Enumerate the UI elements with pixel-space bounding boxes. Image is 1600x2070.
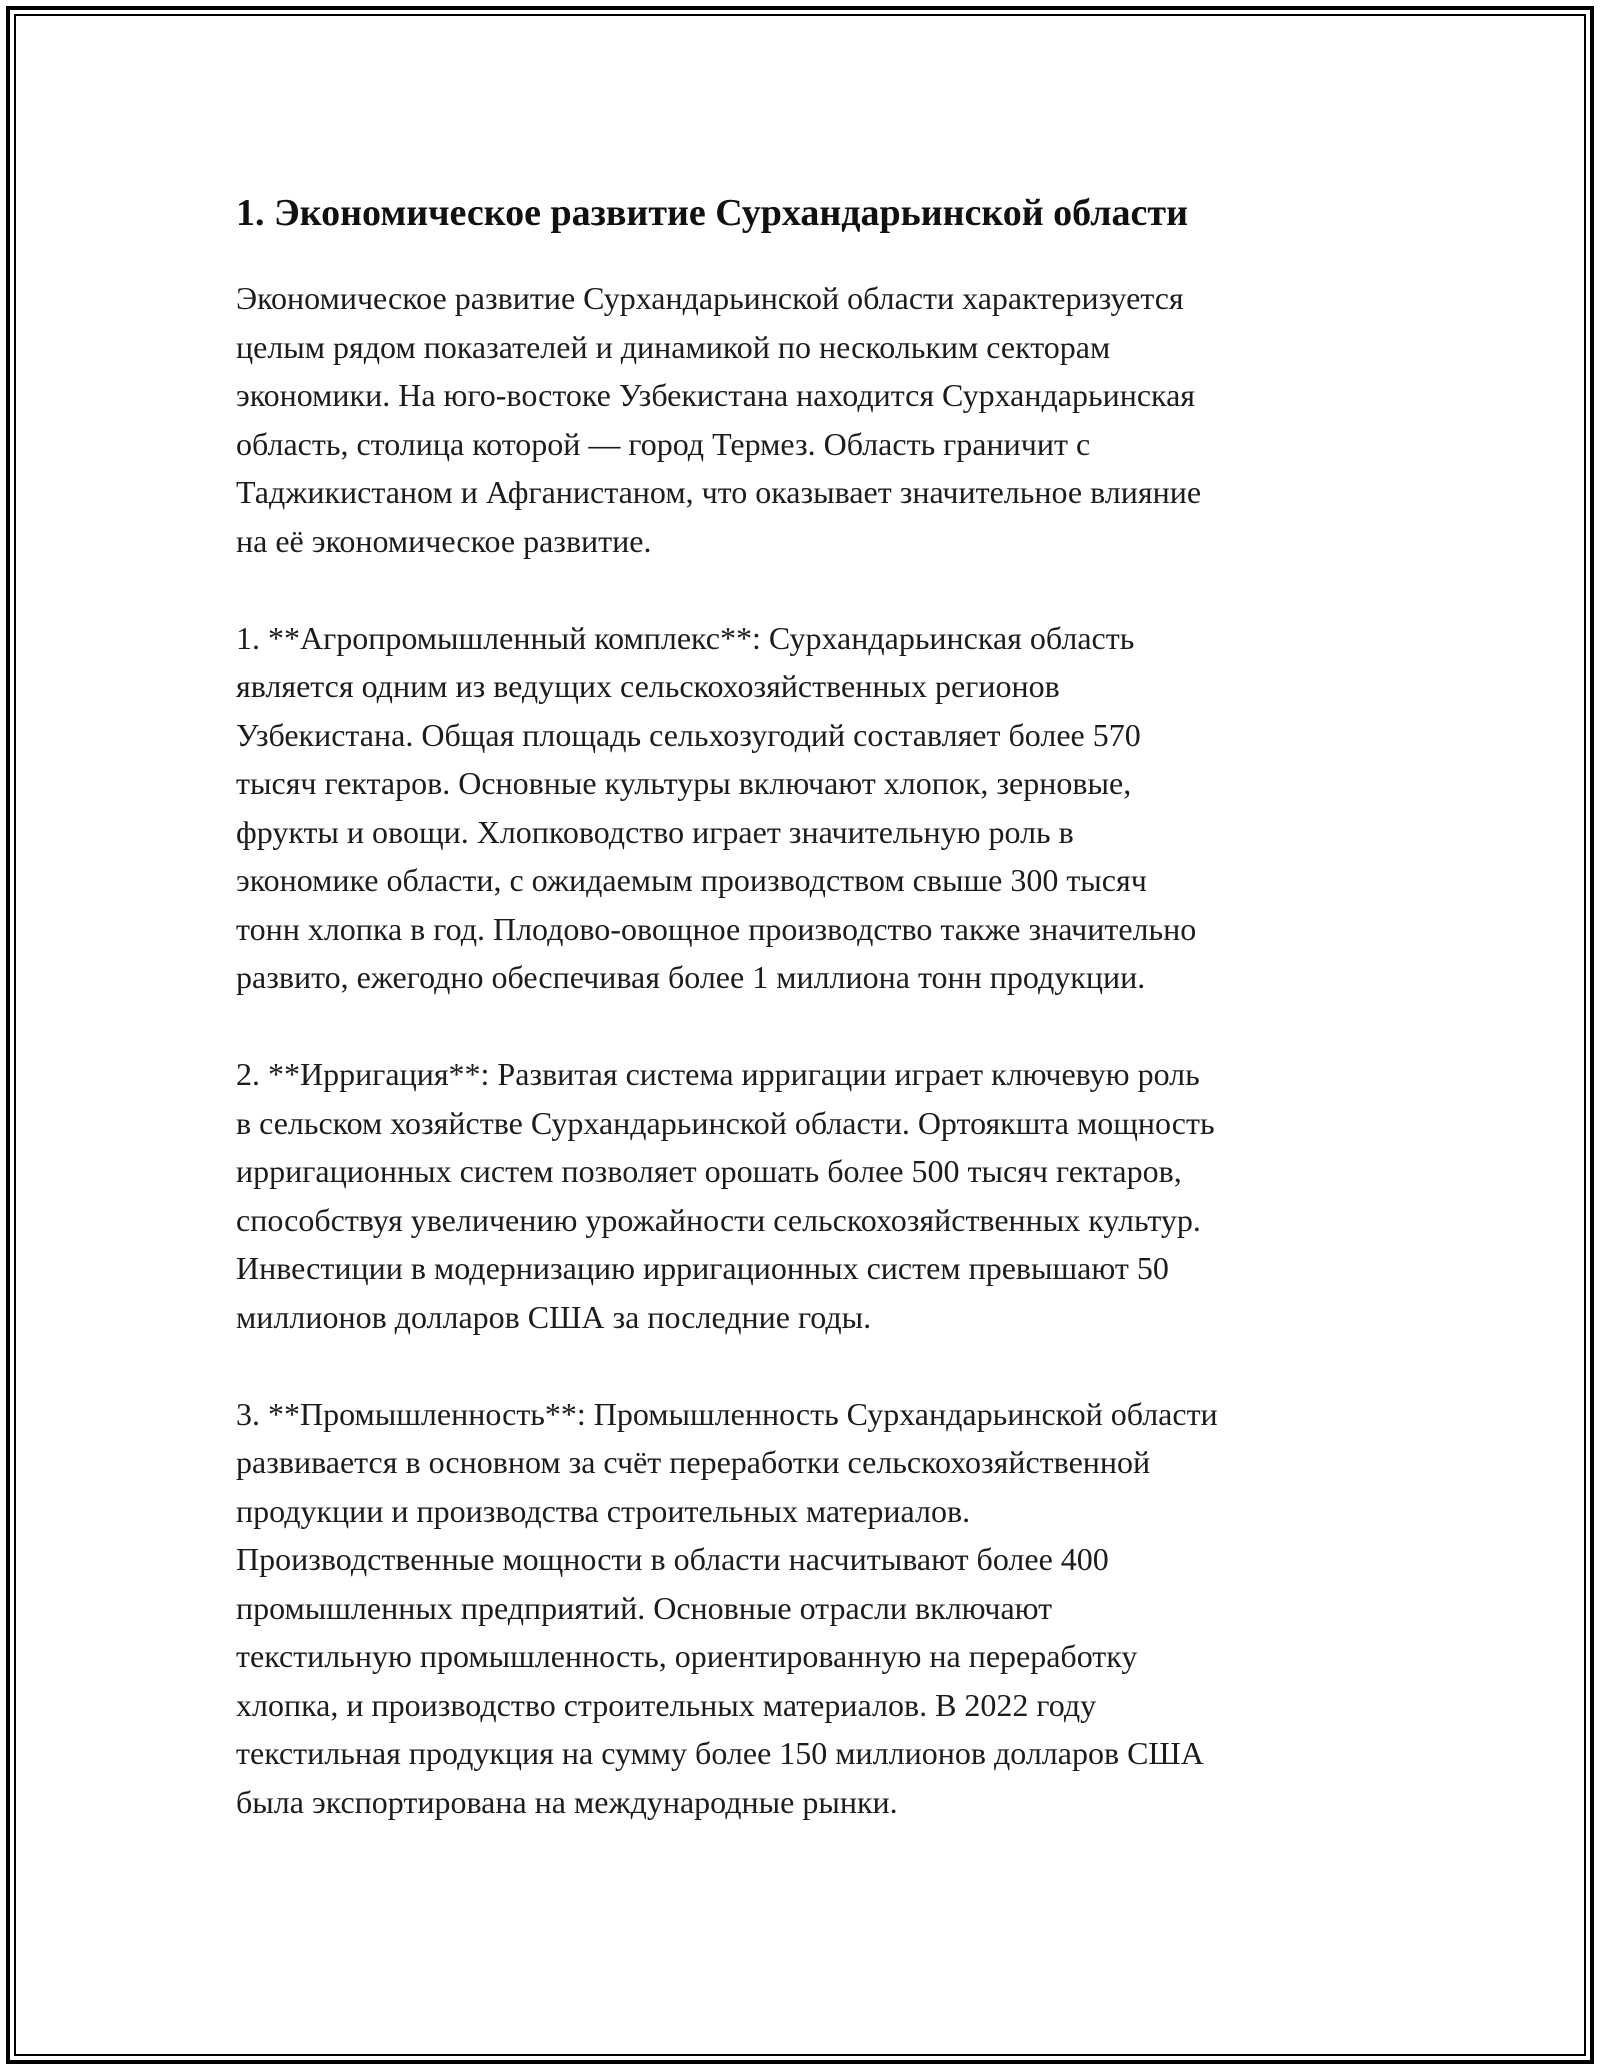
- agro-complex-paragraph: 1. **Агропромышленный комплекс**: Сурхандарьинская область является одним из ведущих сельскохозяйственных регионов Узбекистана. Общая площадь сельхозугодий составляет более 570 тысяч гектаров. Основные культуры включают хлопок, зерновые, фрукты и овощи. Хлопководство играет значительную роль в экономике области, с ожидаемым производством свыше 300 тысяч тонн хлопка в год. Плодово-овощное производство также значительно развито, ежегодно обеспечивая более 1 миллиона тонн продукции.: [236, 619, 1197, 995]
- irrigation-paragraph: 2. **Ирригация**: Развитая система ирригации играет ключевую роль в сельском хозяйстве Сурхандарьинской области. Ортоякшта мощность ирригационных систем позволяет орошать более 500 тысяч гектаров, способствуя увеличению урожайности сельскохозяйственных культур. Инвестиции в модернизацию ирригационных систем превышают 50 миллионов долларов США за последние годы.: [236, 1056, 1215, 1335]
- intro-paragraph: Экономическое развитие Сурхандарьинской области характеризуется целым рядом показателей и динамикой по нескольким секторам экономики. На юго-востоке Узбекистана находится Сурхандарьинская область, столица которой — город Термез. Область граничит с Таджикистаном и Афганистаном, что оказывает значительное влияние на её экономическое развитие.: [236, 280, 1202, 559]
- document-body: [236, 186, 1386, 1826]
- industry-paragraph: 3. **Промышленность**: Промышленность Сурхандарьинской области развивается в основном за счёт переработки сельскохозяйственной продукции и производства строительных материалов. Производственные мощности в области насчитывают более 400 промышленных предприятий. Основные отрасли включают текстильную промышленность, ориентированную на переработку хлопка, и производство строительных материалов. В 2022 году текстильная продукция на сумму более 150 миллионов долларов США была экспортирована на международные рынки.: [236, 1395, 1218, 1820]
- section-heading: 1. Экономическое развитие Сурхандарьинской области: [236, 192, 1188, 234]
